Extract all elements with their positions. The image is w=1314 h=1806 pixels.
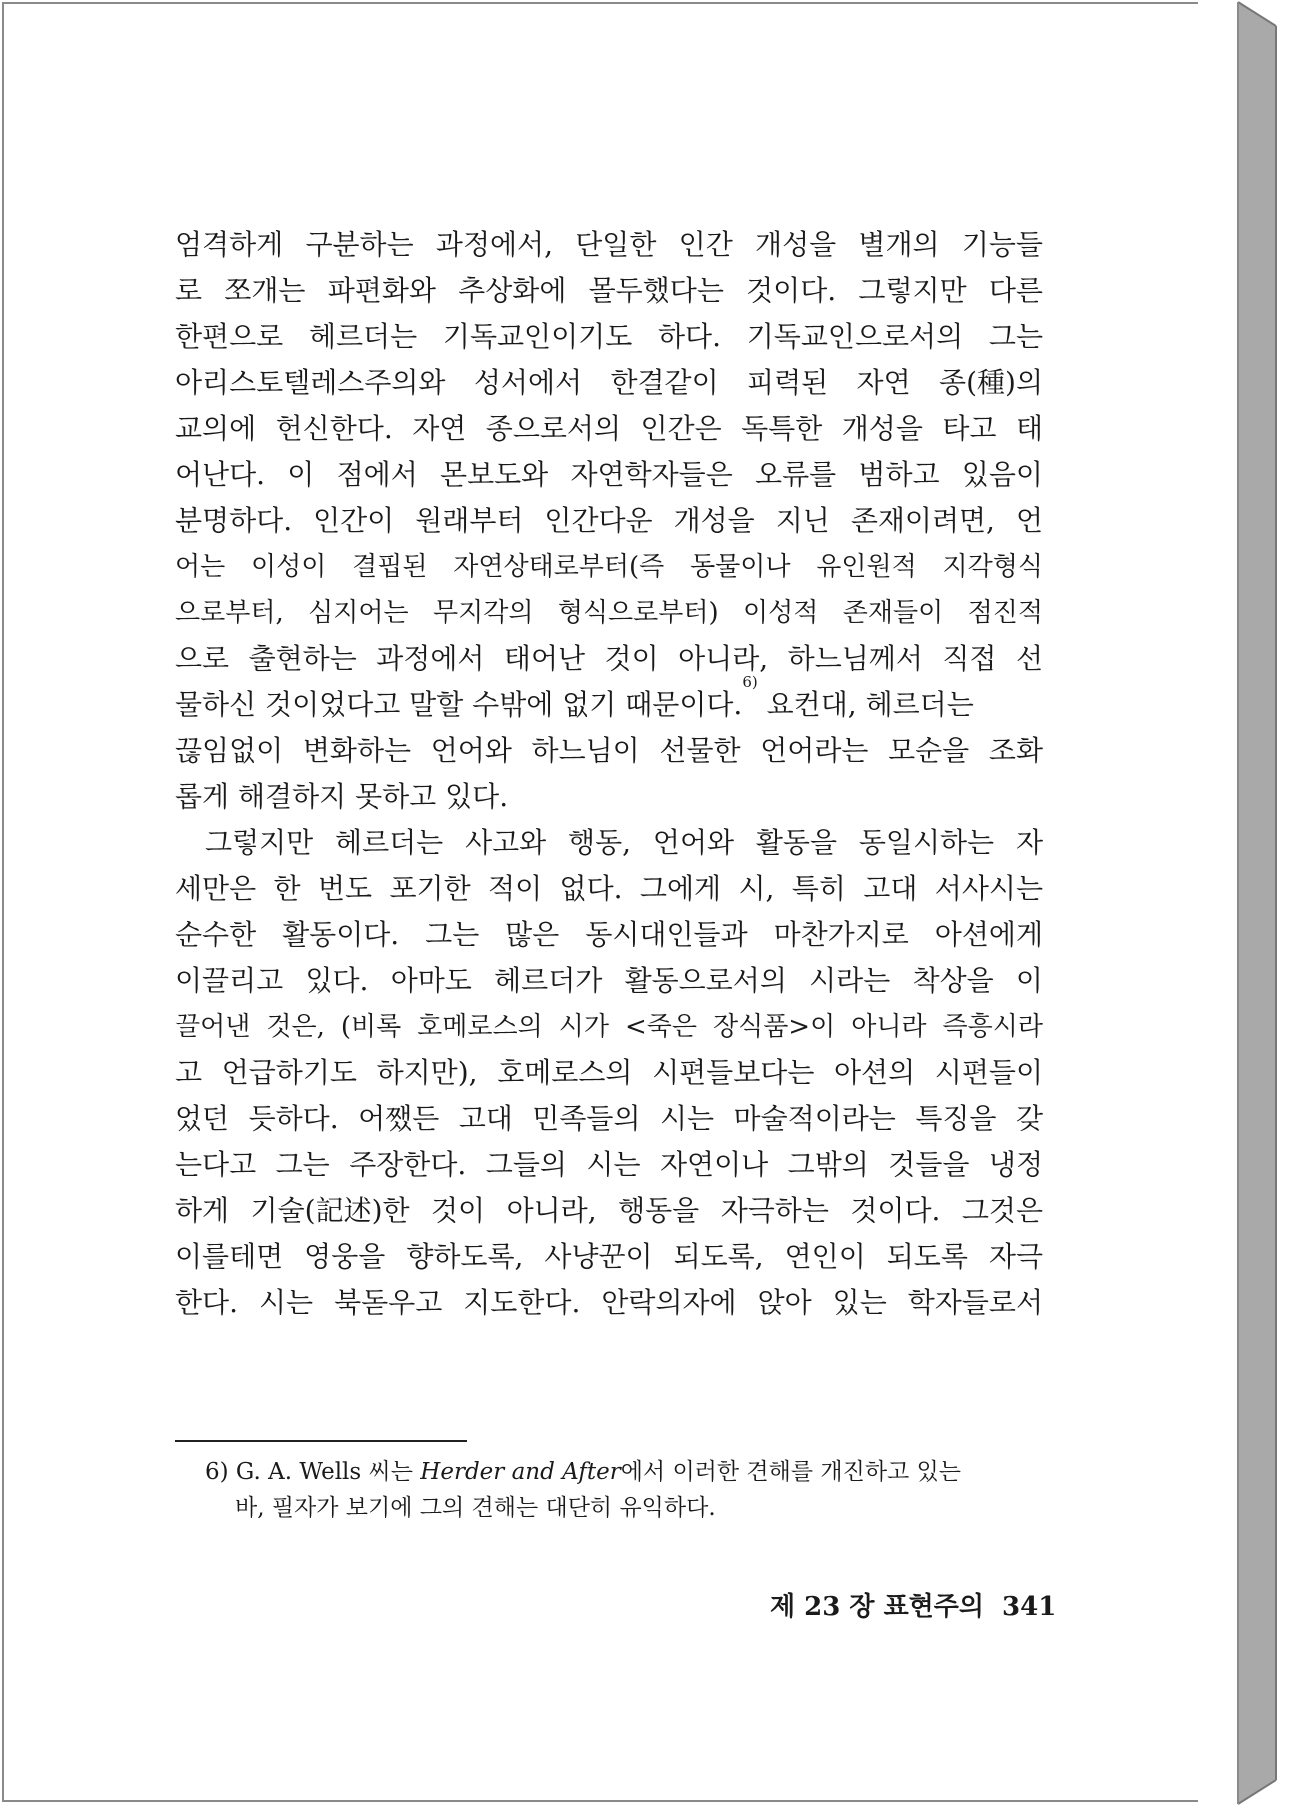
line-text: 아리스토텔레스주의와 성서에서 한결같이 피력된 자연 종(種)의 bbox=[175, 366, 1043, 399]
footnote-line bbox=[205, 1454, 1043, 1490]
text-line bbox=[175, 1096, 1043, 1142]
line-text: 끌어낸 것은, (비록 호메로스의 시가 <죽은 장식품>이 아니라 즉흥시라 bbox=[175, 1012, 1043, 1042]
line-text: 순수한 활동이다. 그는 많은 동시대인들과 마찬가지로 아션에게 bbox=[175, 918, 1043, 951]
footnote-book-title: Herder and After bbox=[420, 1459, 621, 1485]
text-line bbox=[175, 820, 1043, 866]
line-text: 롭게 해결하지 못하고 있다. bbox=[175, 780, 509, 813]
text-line bbox=[175, 314, 1043, 360]
footnote-marker: 6) bbox=[205, 1459, 229, 1485]
line-text: 분명하다. 인간이 원래부터 인간다운 개성을 지닌 존재이려면, 언 bbox=[175, 504, 1043, 537]
page-stack-edge bbox=[1198, 0, 1298, 1806]
text-line bbox=[175, 406, 1043, 452]
footnote-text: G. A. Wells 씨는 bbox=[235, 1459, 413, 1485]
body-text bbox=[175, 222, 1043, 1326]
line-text: 로 쪼개는 파편화와 추상화에 몰두했다는 것이다. 그렇지만 다른 bbox=[175, 274, 1043, 307]
text-line bbox=[175, 268, 1043, 314]
text-line bbox=[175, 452, 1043, 498]
text-line bbox=[175, 673, 1043, 728]
text-line bbox=[175, 360, 1043, 406]
text-line bbox=[175, 544, 1043, 590]
text-line bbox=[175, 1280, 1043, 1326]
text-line bbox=[175, 636, 1043, 682]
line-text: 이끌리고 있다. 아마도 헤르더가 활동으로서의 시라는 착상을 이 bbox=[175, 964, 1043, 997]
line-text: 한다. 시는 북돋우고 지도한다. 안락의자에 앉아 있는 학자들로서 bbox=[175, 1286, 1043, 1319]
line-text: 한편으로 헤르더는 기독교인이기도 하다. 기독교인으로서의 그는 bbox=[175, 320, 1043, 353]
line-text: 어난다. 이 점에서 몬보도와 자연학자들은 오류를 범하고 있음이 bbox=[175, 458, 1043, 491]
text-line bbox=[175, 1142, 1043, 1188]
text-line bbox=[175, 1004, 1043, 1050]
text-line bbox=[175, 912, 1043, 958]
text-line bbox=[175, 774, 1043, 820]
line-text: 물하신 것이었다고 말할 수밖에 없기 때문이다. bbox=[175, 688, 743, 721]
page-number: 341 bbox=[1002, 1592, 1057, 1622]
line-text: 었던 듯하다. 어쨌든 고대 민족들의 시는 마술적이라는 특징을 갖 bbox=[175, 1102, 1043, 1135]
line-text: 끊임없이 변화하는 언어와 하느님이 선물한 언어라는 모순을 조화 bbox=[175, 734, 1043, 767]
line-text: 으로 출현하는 과정에서 태어난 것이 아니라, 하느님께서 직접 선 bbox=[175, 642, 1043, 675]
text-line bbox=[175, 1050, 1043, 1096]
chapter-title: 제 23 장 표현주의 bbox=[770, 1592, 985, 1622]
text-line bbox=[175, 1234, 1043, 1280]
line-text: 그렇지만 헤르더는 사고와 행동, 언어와 활동을 동일시하는 자 bbox=[205, 826, 1043, 859]
text-line bbox=[175, 866, 1043, 912]
text-line bbox=[175, 1188, 1043, 1234]
text-line bbox=[175, 958, 1043, 1004]
line-text: 엄격하게 구분하는 과정에서, 단일한 인간 개성을 별개의 기능들 bbox=[175, 228, 1043, 261]
footnote-body bbox=[205, 1454, 961, 1490]
running-footer bbox=[770, 1586, 1057, 1623]
text-line bbox=[175, 222, 1043, 268]
text-line bbox=[175, 498, 1043, 544]
footnote-line bbox=[205, 1490, 1043, 1526]
line-text: 이를테면 영웅을 향하도록, 사냥꾼이 되도록, 연인이 되도록 자극 bbox=[175, 1240, 1043, 1273]
footnote bbox=[205, 1454, 1043, 1526]
line-text: 는다고 그는 주장한다. 그들의 시는 자연이나 그밖의 것들을 냉정 bbox=[175, 1148, 1043, 1181]
text-line bbox=[175, 590, 1043, 636]
line-text: 고 언급하기도 하지만), 호메로스의 시편들보다는 아션의 시편들이 bbox=[175, 1056, 1043, 1089]
line-text: 하게 기술(記述)한 것이 아니라, 행동을 자극하는 것이다. 그것은 bbox=[175, 1194, 1043, 1227]
line-text: 어는 이성이 결핍된 자연상태로부터(즉 동물이나 유인원적 지각형식 bbox=[175, 552, 1043, 582]
footnote-reference[interactable]: 6) bbox=[742, 673, 758, 691]
text-line bbox=[175, 728, 1043, 774]
line-text: 세만은 한 번도 포기한 적이 없다. 그에게 시, 특히 고대 서사시는 bbox=[175, 872, 1043, 905]
footnote-divider bbox=[175, 1440, 467, 1442]
footnote-text: 에서 이러한 견해를 개진하고 있는 bbox=[620, 1459, 962, 1485]
line-text: 요컨대, 헤르더는 bbox=[757, 688, 974, 721]
line-text: 으로부터, 심지어는 무지각의 형식으로부터) 이성적 존재들이 점진적 bbox=[175, 598, 1043, 628]
footnote-text: 바, 필자가 보기에 그의 견해는 대단히 유익하다. bbox=[235, 1495, 716, 1521]
line-text: 교의에 헌신한다. 자연 종으로서의 인간은 독특한 개성을 타고 태 bbox=[175, 412, 1043, 445]
